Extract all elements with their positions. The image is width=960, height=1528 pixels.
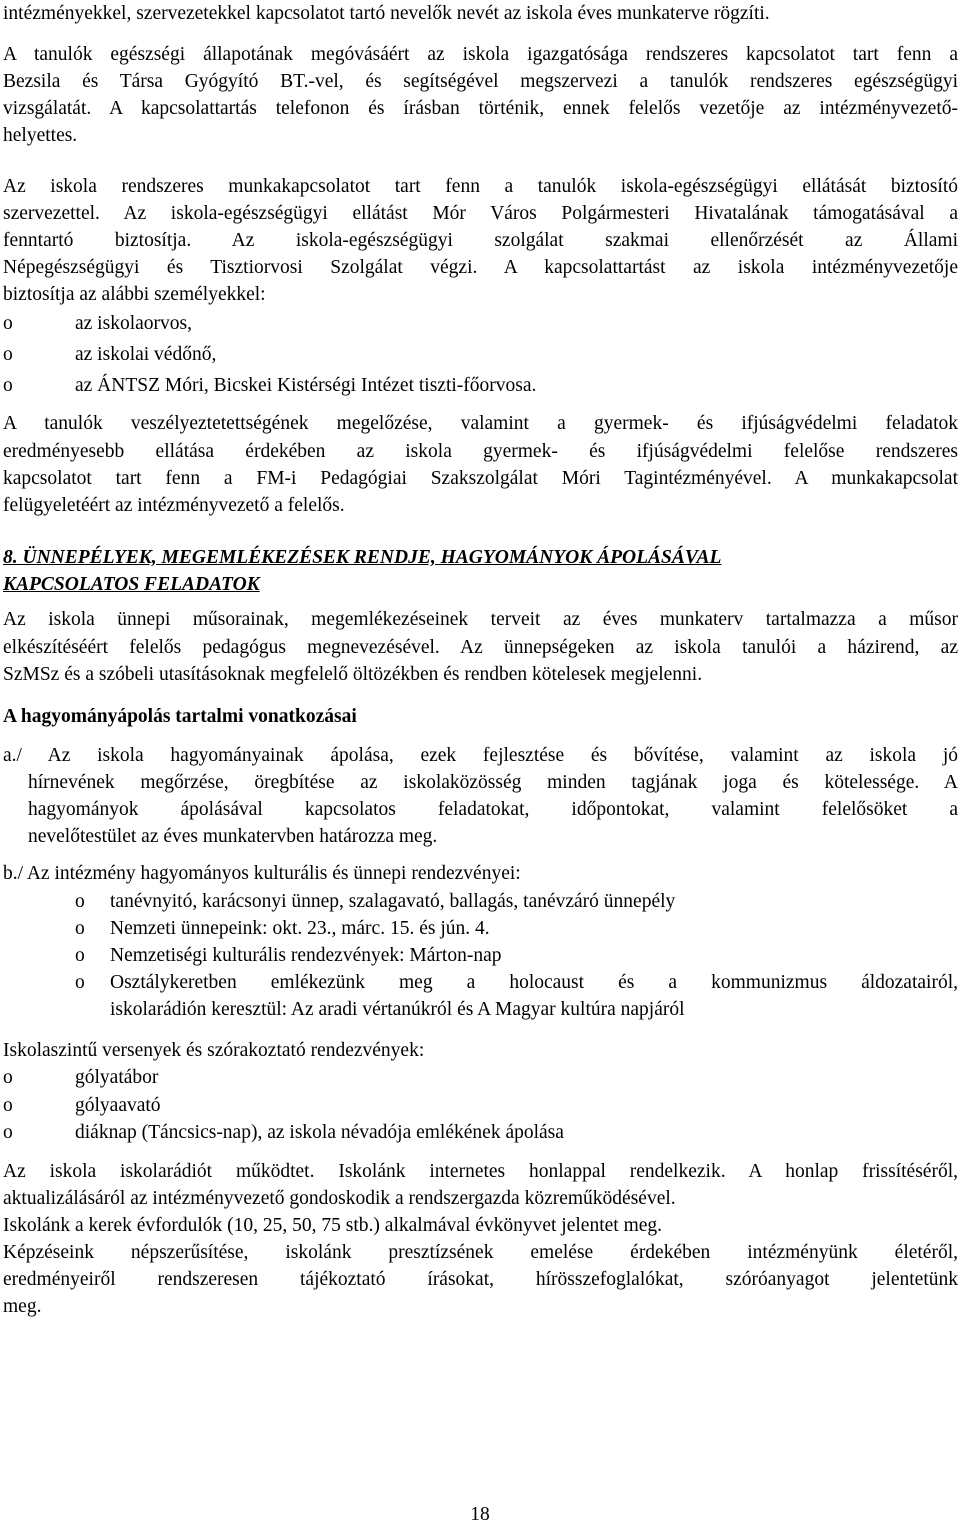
list-item-text: Osztálykeretben emlékezünk meg a holocaust és a kommunizmus áldozatairól, [110, 972, 958, 993]
subheading: A hagyományápolás tartalmi vonatkozásai [3, 706, 357, 727]
bullet-marker: o [3, 1095, 13, 1116]
list-item [0, 1064, 960, 1091]
bullet-marker: o [3, 1122, 13, 1143]
text-line: vizsgálatát. A kapcsolattartás telefonon és írásban történik, ennek felelős vezetője az intézményvezető- [3, 98, 958, 119]
list-item-text: az ÁNTSZ Móri, Bicskei Kistérségi Intézet tiszti-főorvosa. [75, 375, 537, 396]
list-item-text: tanévnyitó, karácsonyi ünnep, szalagavató, ballagás, tanévzáró ünnepély [110, 891, 676, 912]
page-number: 18 [470, 1504, 490, 1525]
list-item [0, 341, 960, 368]
text-line: eredményesebb ellátása érdekében az iskola gyermek- és ifjúságvédelmi felelőse rendszeres [3, 441, 958, 462]
text-line: meg. [3, 1296, 42, 1317]
text-line: helyettes. [3, 125, 78, 146]
text-line: Bezsila és Társa Gyógyító BT.-vel, és segítségével megszervezi a tanulók rendszeres egészségügyi [3, 71, 958, 92]
text-line: Az iskola rendszeres munkakapcsolatot tart fenn a tanulók iskola-egészségügyi ellátását biztosító [3, 176, 958, 197]
text-line: szervezettel. Az iskola-egészségügyi ellátást Mór Város Polgármesteri Hivatalának támogatásával a [3, 203, 958, 224]
list-item [0, 969, 960, 1023]
bullet-marker: o [3, 313, 13, 334]
text-line: aktualizálásáról az intézményvezető gondoskodik a rendszergazda közreműködésével. [3, 1188, 676, 1209]
text-line: Az iskola iskolarádiót működtet. Iskolánk internetes honlappal rendelkezik. A honlap frissítéséről, [3, 1161, 958, 1182]
list-item [0, 1119, 960, 1146]
list-item [0, 942, 960, 969]
text-line: a./ Az iskola hagyományainak ápolása, ezek fejlesztése és bővítése, valamint az iskola jó [3, 745, 958, 766]
text-line: b./ Az intézmény hagyományos kulturális és ünnepi rendezvényei: [3, 863, 521, 884]
text-line: elkészítéséért felelős pedagógus megnevezésével. Az ünnepségeken az iskola tanulói a házirend, az [3, 637, 958, 658]
bullet-marker: o [3, 375, 13, 396]
text-line: nevelőtestület az éves munkatervben határozza meg. [28, 826, 438, 847]
list-item [0, 372, 960, 399]
list-item [0, 915, 960, 942]
section-heading: KAPCSOLATOS FELADATOK [3, 574, 260, 595]
text-line: Iskolaszintű versenyek és szórakoztató rendezvények: [3, 1040, 425, 1061]
list-item-text: diáknap (Táncsics-nap), az iskola névadója emlékének ápolása [75, 1122, 564, 1143]
bullet-marker: o [75, 972, 85, 993]
text-line: Népegészségügyi és Tisztiorvosi Szolgálat végzi. A kapcsolattartást az iskola intézményvezetője [3, 257, 958, 278]
list-item-text: az iskolai védőnő, [75, 344, 217, 365]
list-item-text: iskolarádión keresztül: Az aradi vértanúkról és A Magyar kultúra napjáról [110, 999, 685, 1020]
text-line: Képzéseink népszerűsítése, iskolánk presztízsének emelése érdekében intézményünk életéről, [3, 1242, 958, 1263]
list-item [0, 310, 960, 337]
bullet-marker: o [75, 891, 85, 912]
paragraph-continuation [3, 0, 958, 27]
bullet-marker: o [3, 344, 13, 365]
text-line: kapcsolatot tart fenn a FM-i Pedagógiai Szakszolgálat Móri Tagintézményével. A munkakapcsolat [3, 468, 958, 489]
text-line: Az iskola ünnepi műsorainak, megemlékezéseinek terveit az éves munkaterv tartalmazza a műsor [3, 609, 958, 630]
text-line: hagyományok ápolásával kapcsolatos feladatokat, időpontokat, valamint felelősöket a [28, 799, 958, 820]
text-line: felügyeletéért az intézményvezető a felelős. [3, 495, 345, 516]
bullet-marker: o [75, 918, 85, 939]
list-item-text: az iskolaorvos, [75, 313, 192, 334]
bullet-marker: o [75, 945, 85, 966]
list-item-text: gólyaavató [75, 1095, 161, 1116]
list-item [0, 888, 960, 915]
text-line: eredményeiről rendszeresen tájékoztató írásokat, hírösszefoglalókat, szóróanyagot jelentetünk [3, 1269, 958, 1290]
text-line: SzMSz és a szóbeli utasításoknak megfelelő öltözékben és rendben kötelesek megjelenni. [3, 664, 703, 685]
text-line: A tanulók veszélyeztetettségének megelőzése, valamint a gyermek- és ifjúságvédelmi feladatok [3, 413, 958, 434]
list-item [0, 1092, 960, 1119]
bullet-marker: o [3, 1067, 13, 1088]
list-item-text: Nemzeti ünnepeink: okt. 23., márc. 15. és jún. 4. [110, 918, 490, 939]
text-line: biztosítja az alábbi személyekkel: [3, 284, 266, 305]
text-line: fenntartó biztosítja. Az iskola-egészségügyi szolgálat szakmai ellenőrzését az Állami [3, 230, 958, 251]
list-item-text: gólyatábor [75, 1067, 159, 1088]
text-line: intézményekkel, szervezetekkel kapcsolatot tartó nevelők nevét az iskola éves munkaterve rögzíti. [3, 3, 770, 24]
text-line: Iskolánk a kerek évfordulók (10, 25, 50, 75 stb.) alkalmával évkönyvet jelentet meg. [3, 1215, 663, 1236]
text-line: hírnevének megőrzése, öregbítése az iskolaközösség minden tagjának joga és kötelessége. A [28, 772, 958, 793]
text-line: A tanulók egészségi állapotának megóvásáért az iskola igazgatósága rendszeres kapcsolatot tart fenn a [3, 44, 958, 65]
list-item-text: Nemzetiségi kulturális rendezvények: Márton-nap [110, 945, 502, 966]
section-heading: 8. ÜNNEPÉLYEK, MEGEMLÉKEZÉSEK RENDJE, HAGYOMÁNYOK ÁPOLÁSÁVAL [3, 547, 722, 568]
